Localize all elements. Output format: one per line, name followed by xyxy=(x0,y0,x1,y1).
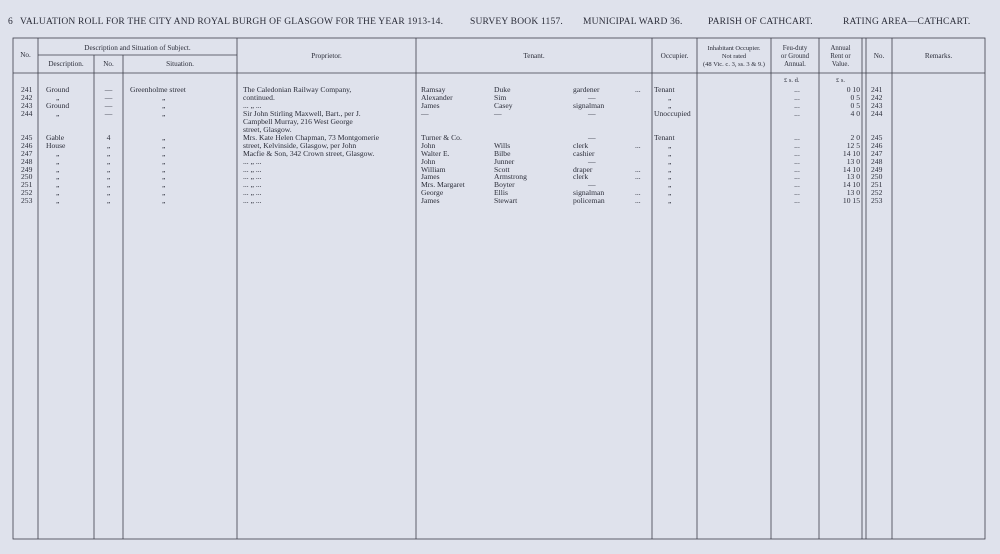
col-header-occupier: Occupier. xyxy=(660,52,689,60)
rent-line-2: Rent or xyxy=(830,53,851,60)
cell-tdots: ... xyxy=(635,196,641,206)
cell-feu: ... xyxy=(794,140,800,150)
cell-dno: „ xyxy=(106,140,111,150)
cell-tlast: Ellis xyxy=(494,188,508,198)
inhabitant-line-2: Not rated xyxy=(721,53,747,60)
cell-tlast: Junner xyxy=(494,156,515,166)
cell-rent: 13 0 xyxy=(846,172,860,182)
cell-tfirst: George xyxy=(421,188,444,198)
cell-feu: ... xyxy=(794,148,800,158)
feu-units: £ s. d. xyxy=(784,77,800,84)
rent-line-1: Annual xyxy=(830,45,851,52)
cell-dno: „ xyxy=(106,164,111,174)
cell-tlast: — xyxy=(494,108,502,118)
cell-prop: street, Glasgow. xyxy=(243,124,292,134)
cell-tdots: ... xyxy=(635,172,641,182)
cell-tlast: Scott xyxy=(494,164,510,174)
cell-desc: „ xyxy=(56,172,60,182)
cell-occ: „ xyxy=(668,92,672,102)
cell-tfirst: Mrs. Margaret xyxy=(421,180,465,190)
cell-dno: — xyxy=(104,92,113,102)
survey-book: SURVEY BOOK 1157. xyxy=(470,17,563,27)
cell-prop: ... „ ... xyxy=(243,180,262,190)
cell-tlast: Armstrong xyxy=(494,172,527,182)
cell-rno: 251 xyxy=(871,180,883,190)
cell-no: 250 xyxy=(21,172,33,182)
cell-prop: continued. xyxy=(243,92,275,102)
cell-tfirst: Turner & Co. xyxy=(421,132,462,142)
cell-tocc: clerk xyxy=(573,140,589,150)
feuduty-line-3: Annual. xyxy=(784,61,806,68)
cell-rno: 250 xyxy=(871,172,883,182)
cell-rno: 249 xyxy=(871,164,883,174)
cell-tdots: ... xyxy=(635,85,641,94)
cell-tfirst: James xyxy=(421,100,440,110)
cell-desc: Ground xyxy=(46,100,70,110)
cell-no: 247 xyxy=(21,148,33,158)
cell-tocc: — xyxy=(588,180,596,190)
cell-desc: „ xyxy=(56,188,60,198)
cell-feu: ... xyxy=(794,156,800,166)
cell-rno: 242 xyxy=(871,92,883,102)
cell-dno: — xyxy=(104,108,113,118)
parish: PARISH OF CATHCART. xyxy=(708,17,813,27)
cell-tfirst: Alexander xyxy=(421,92,453,102)
cell-rno: 243 xyxy=(871,100,883,110)
cell-sit: „ xyxy=(162,156,166,166)
cell-no: 243 xyxy=(21,100,33,110)
cell-tlast: Boyter xyxy=(494,180,515,190)
cell-sit: „ xyxy=(162,180,166,190)
cell-rent: 2 0 xyxy=(850,132,860,142)
cell-rno: 247 xyxy=(871,148,883,158)
col-header-proprietor: Proprietor. xyxy=(311,52,342,60)
cell-tfirst: John xyxy=(421,156,436,166)
cell-rno: 246 xyxy=(871,140,883,150)
cell-tocc: — xyxy=(588,132,596,142)
cell-feu: ... xyxy=(794,180,800,190)
cell-rent: 14 10 xyxy=(842,148,860,158)
cell-tdots: ... xyxy=(635,188,641,198)
cell-sit: „ xyxy=(162,196,166,206)
cell-occ: „ xyxy=(668,188,672,198)
cell-occ: „ xyxy=(668,180,672,190)
inhabitant-line-3: (48 Vic. c. 3, ss. 3 & 9.) xyxy=(703,61,765,68)
cell-feu: ... xyxy=(794,108,800,118)
cell-desc: Gable xyxy=(46,132,65,142)
cell-rent: 13 0 xyxy=(846,156,860,166)
cell-occ: Unoccupied xyxy=(654,108,691,118)
cell-feu: ... xyxy=(794,85,800,94)
cell-rno: 241 xyxy=(871,85,883,94)
cell-feu: ... xyxy=(794,92,800,102)
cell-prop: Mrs. Kate Helen Chapman, 73 Montgomerie xyxy=(243,132,380,142)
cell-prop: ... „ ... xyxy=(243,172,262,182)
municipal-ward: MUNICIPAL WARD 36. xyxy=(583,17,683,27)
cell-prop: ... „ ... xyxy=(243,100,262,110)
cell-no: 249 xyxy=(21,164,33,174)
cell-tlast: Wills xyxy=(494,140,511,150)
rent-line-3: Value. xyxy=(831,61,850,68)
cell-feu: ... xyxy=(794,172,800,182)
cell-tfirst: Walter E. xyxy=(421,148,450,158)
cell-no: 244 xyxy=(21,108,33,118)
rent-units: £ s. xyxy=(836,77,846,84)
cell-no: 241 xyxy=(21,85,33,94)
cell-prop: Macfie & Son, 342 Crown street, Glasgow. xyxy=(243,148,375,158)
cell-sit: „ xyxy=(162,148,166,158)
cell-sit: „ xyxy=(162,188,166,198)
cell-dno: „ xyxy=(106,180,111,190)
cell-tlast: Duke xyxy=(494,85,511,94)
cell-dno: „ xyxy=(106,196,111,206)
cell-sit: „ xyxy=(162,100,166,110)
col-header-no: No. xyxy=(20,51,31,59)
cell-rent: 0 10 xyxy=(846,85,860,94)
cell-no: 253 xyxy=(21,196,33,206)
cell-feu: ... xyxy=(794,196,800,206)
col-header-feuduty xyxy=(771,45,819,69)
col-header-description: Description. xyxy=(48,60,84,68)
cell-dno: „ xyxy=(106,172,111,182)
col-header-description-group: Description and Situation of Subject. xyxy=(84,44,191,52)
cell-tocc: clerk xyxy=(573,172,589,182)
inhabitant-line-1: Inhabitant Occupier. xyxy=(707,45,761,52)
cell-prop: Campbell Murray, 216 West George xyxy=(243,116,353,126)
cell-tocc: policeman xyxy=(573,196,605,206)
cell-feu: ... xyxy=(794,164,800,174)
cell-tlast: Bilbe xyxy=(494,148,511,158)
cell-rno: 253 xyxy=(871,196,883,206)
cell-sit: „ xyxy=(162,108,166,118)
cell-occ: „ xyxy=(668,164,672,174)
cell-sit: „ xyxy=(162,132,166,142)
cell-desc: „ xyxy=(56,108,60,118)
cell-desc: „ xyxy=(56,180,60,190)
cell-no: 251 xyxy=(21,180,33,190)
cell-desc: „ xyxy=(56,164,60,174)
cell-tdots: ... xyxy=(635,140,641,150)
cell-feu: ... xyxy=(794,100,800,110)
cell-tocc: cashier xyxy=(573,148,595,158)
cell-rent: 12 5 xyxy=(846,140,860,150)
col-header-remarks: Remarks. xyxy=(924,52,953,60)
cell-tlast: Stewart xyxy=(494,196,518,206)
col-header-tenant: Tenant. xyxy=(523,52,545,60)
cell-rent: 10 15 xyxy=(842,196,860,206)
cell-desc: „ xyxy=(56,156,60,166)
cell-rent: 14 10 xyxy=(842,180,860,190)
cell-rent: 13 0 xyxy=(846,188,860,198)
feuduty-line-2: or Ground xyxy=(780,53,810,60)
cell-sit: „ xyxy=(162,92,166,102)
cell-occ: „ xyxy=(668,172,672,182)
cell-occ: Tenant xyxy=(654,132,675,142)
cell-tfirst: — xyxy=(421,108,429,118)
cell-occ: „ xyxy=(668,196,672,206)
cell-dno: — xyxy=(104,100,113,110)
cell-sit: „ xyxy=(162,140,166,150)
cell-sit: „ xyxy=(162,164,166,174)
cell-tfirst: Ramsay xyxy=(421,85,446,94)
cell-dno: 4 xyxy=(106,132,111,142)
cell-prop: ... „ ... xyxy=(243,156,262,166)
cell-prop: The Caledonian Railway Company, xyxy=(243,85,352,94)
cell-prop: street, Kelvinside, Glasgow, per John xyxy=(243,140,357,150)
cell-desc: „ xyxy=(56,92,60,102)
cell-occ: „ xyxy=(668,100,672,110)
cell-rno: 245 xyxy=(871,132,883,142)
feuduty-line-1: Feu-duty xyxy=(782,45,808,52)
roll-title: VALUATION ROLL FOR THE CITY AND ROYAL BURGH OF GLASGOW FOR THE YEAR 1913-14. xyxy=(20,17,444,27)
cell-tocc: signalman xyxy=(573,100,605,110)
cell-feu: ... xyxy=(794,132,800,142)
cell-sit: „ xyxy=(162,172,166,182)
col-header-situation: Situation. xyxy=(166,60,194,68)
cell-rno: 244 xyxy=(871,108,883,118)
cell-no: 242 xyxy=(21,92,33,102)
cell-tocc: — xyxy=(588,108,596,118)
cell-occ: „ xyxy=(668,156,672,166)
col-header-inhabitant xyxy=(697,45,771,69)
cell-rno: 252 xyxy=(871,188,883,198)
cell-rent: 0 5 xyxy=(850,92,860,102)
cell-tocc: — xyxy=(588,92,596,102)
cell-no: 246 xyxy=(21,140,33,150)
cell-tfirst: James xyxy=(421,172,440,182)
cell-feu: ... xyxy=(794,188,800,198)
cell-dno: „ xyxy=(106,148,111,158)
cell-dno: — xyxy=(104,85,113,94)
cell-prop: ... „ ... xyxy=(243,196,262,206)
cell-desc: House xyxy=(46,140,66,150)
cell-rent: 0 5 xyxy=(850,100,860,110)
cell-rno: 248 xyxy=(871,156,883,166)
cell-occ: „ xyxy=(668,140,672,150)
cell-sit: Greenholme street xyxy=(130,85,186,94)
cell-rent: 4 0 xyxy=(850,108,860,118)
cell-tocc: draper xyxy=(573,164,593,174)
cell-tfirst: William xyxy=(421,164,446,174)
cell-prop: ... „ ... xyxy=(243,164,262,174)
cell-no: 252 xyxy=(21,188,33,198)
cell-tlast: Casey xyxy=(494,100,513,110)
cell-desc: „ xyxy=(56,196,60,206)
cell-prop: Sir John Stirling Maxwell, Bart., per J. xyxy=(243,108,361,118)
cell-occ: Tenant xyxy=(654,85,675,94)
cell-occ: „ xyxy=(668,148,672,158)
cell-rent: 14 10 xyxy=(842,164,860,174)
col-header-desc-no: No. xyxy=(103,60,114,68)
cell-no: 245 xyxy=(21,132,33,142)
page-number: 6 xyxy=(8,17,13,27)
cell-desc: „ xyxy=(56,148,60,158)
cell-desc: Ground xyxy=(46,85,70,94)
cell-tocc: — xyxy=(588,156,596,166)
cell-prop: ... „ ... xyxy=(243,188,262,198)
cell-tocc: gardener xyxy=(573,85,600,94)
cell-no: 248 xyxy=(21,156,33,166)
col-header-rent xyxy=(819,45,862,69)
cell-tfirst: James xyxy=(421,196,440,206)
cell-dno: „ xyxy=(106,156,111,166)
cell-tocc: signalman xyxy=(573,188,605,198)
cell-tdots: ... xyxy=(635,164,641,174)
cell-tfirst: John xyxy=(421,140,436,150)
rating-area: RATING AREA—CATHCART. xyxy=(843,17,971,27)
cell-dno: „ xyxy=(106,188,111,198)
col-header-no-right: No. xyxy=(873,52,885,60)
cell-tlast: Sim xyxy=(494,92,507,102)
